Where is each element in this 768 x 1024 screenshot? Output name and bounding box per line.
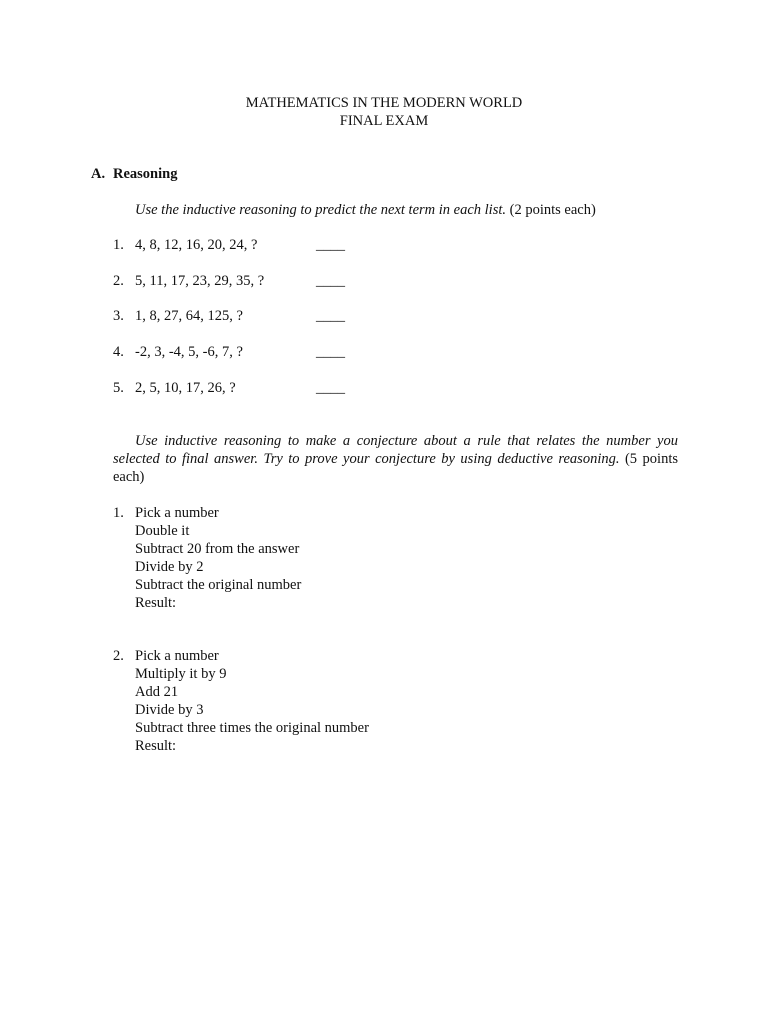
item-number: 4. <box>113 344 124 360</box>
item-number: 1. <box>113 237 124 253</box>
exam-title: MATHEMATICS IN THE MODERN WORLD <box>245 95 523 111</box>
item-number: 5. <box>113 380 124 396</box>
answer-blank[interactable]: ____ <box>316 380 345 396</box>
sequence-text: 5, 11, 17, 23, 29, 35, ? <box>135 273 265 289</box>
sequence-item-2 <box>113 272 345 290</box>
answer-blank[interactable]: ____ <box>316 344 345 360</box>
item-number: 3. <box>113 308 124 324</box>
sequence-item-1 <box>113 236 345 254</box>
step-text: Add 21 <box>135 684 179 700</box>
part2-instruction-italic: Use inductive reasoning to make a conjecture about a rule that relates the number you selected to final answer. Try to prove your conjecture by using deductive reasoning. <box>113 433 678 467</box>
result-label: Result: <box>135 595 177 611</box>
part1-instruction-italic: Use the inductive reasoning to predict the next term in each list. <box>135 202 507 218</box>
sequence-text: 4, 8, 12, 16, 20, 24, ? <box>135 237 258 253</box>
sequence-item-3 <box>113 307 345 325</box>
steps-list <box>135 647 369 755</box>
sequence-text: 1, 8, 27, 64, 125, ? <box>135 308 243 324</box>
section-letter: A. <box>91 166 106 182</box>
step-text: Subtract the original number <box>135 577 302 593</box>
sequence-text: -2, 3, -4, 5, -6, 7, ? <box>135 344 243 360</box>
exam-subtitle: FINAL EXAM <box>339 113 429 129</box>
part1-instruction <box>113 201 678 219</box>
step-text: Divide by 2 <box>135 559 204 575</box>
item-number: 1. <box>113 505 124 521</box>
step-text: Divide by 3 <box>135 702 204 718</box>
section-heading <box>91 165 177 183</box>
step-text: Pick a number <box>135 505 219 521</box>
step-text: Subtract 20 from the answer <box>135 541 300 557</box>
step-text: Subtract three times the original number <box>135 720 369 736</box>
step-text: Multiply it by 9 <box>135 666 227 682</box>
answer-blank[interactable]: ____ <box>316 237 345 253</box>
answer-blank[interactable]: ____ <box>316 273 345 289</box>
result-label: Result: <box>135 738 177 754</box>
sequence-item-4 <box>113 343 345 361</box>
section-title: Reasoning <box>113 166 178 182</box>
item-number: 2. <box>113 648 124 664</box>
part1-instruction-points: (2 points each) <box>506 202 596 218</box>
sequence-text: 2, 5, 10, 17, 26, ? <box>135 380 236 396</box>
step-text: Double it <box>135 523 190 539</box>
item-number: 2. <box>113 273 124 289</box>
steps-list <box>135 504 301 612</box>
sequence-item-5 <box>113 379 345 397</box>
part2-instruction-points: (5 points each) <box>113 451 679 485</box>
part2-instruction <box>113 432 678 486</box>
step-text: Pick a number <box>135 648 219 664</box>
answer-blank[interactable]: ____ <box>316 308 345 324</box>
